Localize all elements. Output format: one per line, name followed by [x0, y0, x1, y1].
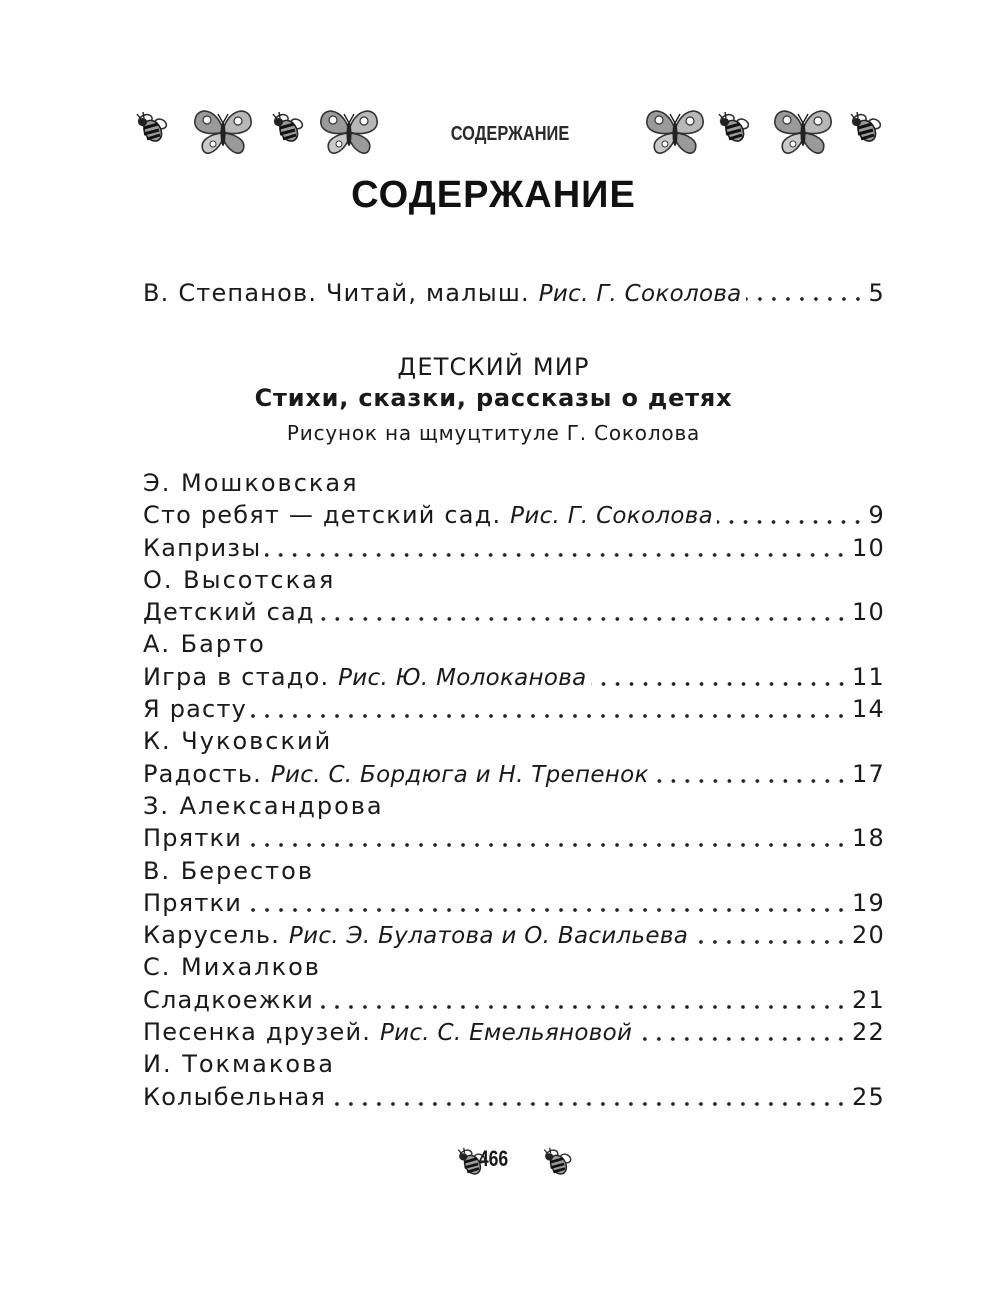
entry-title: Радость. Рис. С. Бордюга и Н. Трепенок [143, 759, 649, 788]
entry-page: 14 [852, 695, 885, 724]
entry-illustrator: Рис. Г. Соколова [510, 503, 713, 530]
author-name: В. Берестов [143, 856, 314, 885]
toc-author [143, 1048, 885, 1080]
toc-entry[interactable] [143, 532, 885, 564]
author-name: С. Михалков [143, 953, 321, 982]
dot-leader [636, 1016, 848, 1048]
page-header [130, 100, 890, 170]
entry-title: Я расту [143, 695, 248, 724]
toc-author [143, 467, 885, 499]
author-name: И. Токмакова [143, 1050, 335, 1079]
toc-entry[interactable] [143, 919, 885, 951]
entry-page: 25 [852, 1082, 885, 1111]
entry-illustrator: Рис. С. Бордюга и Н. Трепенок [270, 761, 649, 788]
entry-page: 5 [868, 279, 885, 307]
toc-entry[interactable] [143, 984, 885, 1016]
entry-title: Сто ребят — детский сад. Рис. Г. Соколова [143, 501, 713, 530]
author-name: З. Александрова [143, 791, 384, 820]
dot-leader [318, 984, 848, 1016]
dot-leader [653, 758, 848, 790]
dot-leader [251, 693, 848, 725]
entry-page: 21 [852, 985, 885, 1014]
dot-leader [717, 499, 865, 531]
entry-page: 20 [852, 921, 885, 950]
entry-page: 10 [852, 533, 885, 562]
entry-title: Прятки [143, 888, 242, 917]
intro-entry [143, 276, 885, 310]
toc-entry[interactable] [143, 822, 885, 854]
entry-page: 17 [852, 759, 885, 788]
author-name: Э. Мошковская [143, 469, 359, 497]
page-number: 466 [478, 1146, 509, 1171]
toc-entry[interactable] [143, 758, 885, 790]
entry-illustrator: Рис. Ю. Молоканова [338, 664, 587, 691]
toc-author [143, 564, 885, 596]
toc-entry[interactable] [143, 276, 885, 310]
toc-author [143, 951, 885, 983]
bee-icon [844, 108, 884, 152]
entry-page: 22 [852, 1018, 885, 1047]
entry-title: Прятки [143, 824, 242, 853]
bee-icon [538, 1144, 574, 1184]
toc-author [143, 855, 885, 887]
dot-leader [265, 532, 848, 564]
entry-title: Капризы [143, 533, 262, 562]
entry-page: 11 [852, 662, 885, 691]
entry-title: Песенка друзей. Рис. С. Емельяновой [143, 1018, 633, 1047]
page-title: СОДЕРЖАНИЕ [351, 174, 636, 216]
butterfly-icon [770, 104, 836, 160]
toc-entry[interactable] [143, 693, 885, 725]
entry-illustrator: Рис. Э. Булатова и О. Васильева [288, 923, 689, 950]
dot-leader [591, 661, 849, 693]
bee-icon [712, 108, 752, 152]
section-note: Рисунок на щмуцтитуле Г. Соколова [286, 421, 701, 445]
entry-title: В. Степанов. Читай, малыш. Рис. Г. Соколова [143, 279, 742, 307]
entry-title: Карусель. Рис. Э. Булатова и О. Васильева [143, 921, 689, 950]
dot-leader [246, 822, 848, 854]
entry-title: Сладкоежки [143, 985, 315, 1014]
entry-title: Детский сад [143, 598, 315, 627]
author-name: К. Чуковский [143, 727, 333, 756]
toc-entry[interactable] [143, 1081, 885, 1113]
toc-author [143, 790, 885, 822]
section-subtitle: Стихи, сказки, рассказы о детях [254, 384, 733, 412]
entry-page: 18 [852, 824, 885, 853]
entry-title: Колыбельная [143, 1082, 327, 1111]
section-title: ДЕТСКИЙ МИР [397, 353, 590, 381]
dot-leader [319, 596, 848, 628]
dot-leader [746, 276, 865, 308]
dot-leader [692, 919, 848, 951]
page-footer [0, 1142, 987, 1182]
entry-illustrator: Рис. С. Емельяновой [379, 1020, 633, 1047]
toc-author [143, 725, 885, 757]
running-title: СОДЕРЖАНИЕ [450, 123, 570, 145]
toc-author [143, 628, 885, 660]
toc-entry[interactable] [143, 1016, 885, 1048]
entry-illustrator: Рис. Г. Соколова [538, 281, 742, 307]
toc-entry[interactable] [143, 887, 885, 919]
toc-list [143, 467, 885, 1113]
dot-leader [330, 1081, 848, 1113]
author-name: О. Высотская [143, 565, 336, 594]
author-name: А. Барто [143, 630, 266, 659]
toc-entry[interactable] [143, 596, 885, 628]
entry-page: 9 [868, 501, 885, 530]
bee-icon [130, 108, 170, 152]
toc-entry[interactable] [143, 661, 885, 693]
dot-leader [246, 887, 848, 919]
toc-entry[interactable] [143, 499, 885, 531]
entry-page: 19 [852, 888, 885, 917]
entry-page: 10 [852, 598, 885, 627]
butterfly-icon [642, 104, 708, 160]
entry-title: Игра в стадо. Рис. Ю. Молоканова [143, 662, 587, 691]
